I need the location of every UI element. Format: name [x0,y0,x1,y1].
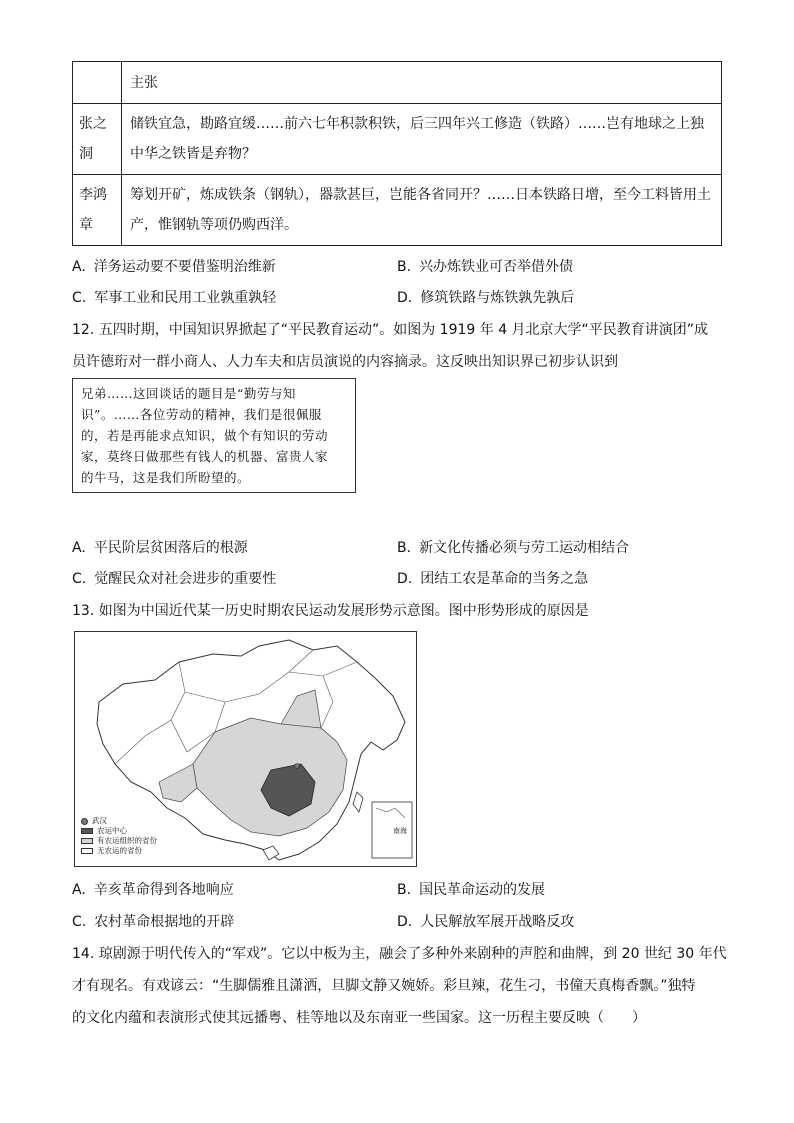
name-line: 李鸿 [79,187,107,203]
q12-option-d[interactable] [397,569,588,589]
q11-option-b[interactable] [397,257,573,277]
q11-option-c[interactable] [72,288,276,308]
stem-line: 12. 五四时期，中国知识界掀起了“平民教育运动”。如图为 1919 年 4 月北京大学“平民教育讲演团”成 [72,322,709,338]
legend-label: 农运中心 [97,826,127,835]
option-text: 平民阶层贫困落后的根源 [93,540,248,556]
quote-box [72,378,356,493]
option-letter: A. [72,540,86,556]
q12-stem [72,314,722,378]
legend-item-organized [81,836,157,846]
taiwan-island [353,792,363,812]
option-letter: C. [72,571,87,587]
option-letter: D. [397,571,413,587]
option-text: 国民革命运动的发展 [419,882,546,898]
map-legend [81,816,157,856]
q13-option-b[interactable] [397,880,545,900]
table-row-name [73,104,122,175]
content-line: 筹划开矿，炼成铁条（钢轨），器款甚巨，岂能各省同开？……日本铁路日增，至今工料皆用土 [130,187,711,203]
option-letter: C. [72,914,87,930]
quote-line: 的，若是再能求点知识，做个有知识的劳动 [81,428,329,443]
table-row-name [73,175,122,246]
q11-option-d[interactable] [397,288,574,308]
quote-line: 家，莫终日做那些有钱人的机器、富贵人家 [81,449,329,464]
policy-table [72,61,722,246]
option-text: 兴办炼铁业可否举借外债 [419,259,574,275]
center-swatch-icon [81,828,93,834]
content-line: 产，惟钢轨等项仍购西洋。 [130,217,298,233]
option-letter: A. [72,259,86,275]
table-row [73,104,722,175]
stem-line: 的文化内蕴和表演形式使其远播粤、桂等地以及东南亚一些国家。这一历程主要反映（ ） [72,1010,646,1026]
peasant-movement-map [74,631,417,867]
option-text: 修筑铁路与炼铁孰先孰后 [420,290,575,306]
name-line: 章 [79,217,93,233]
wuhan-dot [295,764,300,769]
legend-item-none [81,846,157,856]
table-header-blank [73,62,122,104]
option-letter: A. [72,882,86,898]
none-swatch-icon [81,848,93,854]
option-text: 辛亥革命得到各地响应 [93,882,234,898]
content-line: 储铁宜急，勘路宜缓……前六七年积款积铁，后三四年兴工修造（铁路）……岂有地球之上独 [130,116,704,132]
q13-option-a[interactable] [72,880,234,900]
option-text: 人民解放军展开战略反攻 [420,914,575,930]
option-text: 军事工业和民用工业孰重孰轻 [94,290,277,306]
q13-option-d[interactable] [397,912,574,932]
inset-label: 南海 [393,827,407,835]
option-text: 团结工农是革命的当务之急 [420,571,589,587]
table-row-content [122,104,722,175]
content-line: 中华之铁皆是弃物？ [130,146,256,162]
option-letter: D. [397,914,413,930]
name-line: 张之 [79,116,107,132]
q14-stem [72,938,727,1034]
legend-item-wuhan [81,816,157,826]
organized-swatch-icon [81,838,93,844]
option-letter: B. [397,882,412,898]
q12-option-a[interactable] [72,538,248,558]
option-letter: C. [72,290,87,306]
q11-option-a[interactable] [72,257,276,277]
stem-line: 员许德珩对一群小商人、人力车夫和店员演说的内容摘录。这反映出知识界已初步认识到 [72,354,618,370]
option-letter: B. [397,259,412,275]
quote-line: 兄弟……这回谈话的题目是“勤劳与知 [81,386,296,401]
stem-line: 才有现名。有戏谚云：“生脚儒雅且潇洒，旦脚文静又婉娇。彩旦辣，花生刁，书僮天真梅香飘。”独特 [72,978,696,994]
quote-line: 的牛马，这是我们所盼望的。 [81,470,251,485]
option-letter: B. [397,540,412,556]
quote-line: 识”。……各位劳动的精神，我们是很佩服 [81,407,322,422]
legend-label: 无农运的省份 [97,846,142,855]
stem-line: 14. 琼剧源于明代传入的“军戏”。它以中板为主，融会了多种外来剧种的声腔和曲牌，到 20 世纪 30 年代 [72,946,727,962]
table-header-label: 主张 [122,62,722,104]
stem-line: 13. 如图为中国近代某一历史时期农民运动发展形势示意图。图中形势形成的原因是 [72,603,589,619]
option-text: 觉醒民众对社会进步的重要性 [94,571,277,587]
option-text: 洋务运动要不要借鉴明治维新 [93,259,276,275]
option-text: 新文化传播必须与劳工运动相结合 [419,540,630,556]
table-row [73,175,722,246]
q12-option-b[interactable] [397,538,629,558]
legend-item-center [81,826,157,836]
legend-label: 武汉 [92,816,107,825]
q13-option-c[interactable] [72,912,234,932]
q12-option-c[interactable] [72,569,276,589]
name-line: 洞 [79,146,93,162]
q13-stem [72,595,722,627]
legend-label: 有农运组织的省份 [97,836,157,845]
option-text: 农村革命根据地的开辟 [94,914,235,930]
wuhan-dot-icon [81,818,88,825]
table-row-content [122,175,722,246]
option-letter: D. [397,290,413,306]
table-header-row [73,62,722,104]
